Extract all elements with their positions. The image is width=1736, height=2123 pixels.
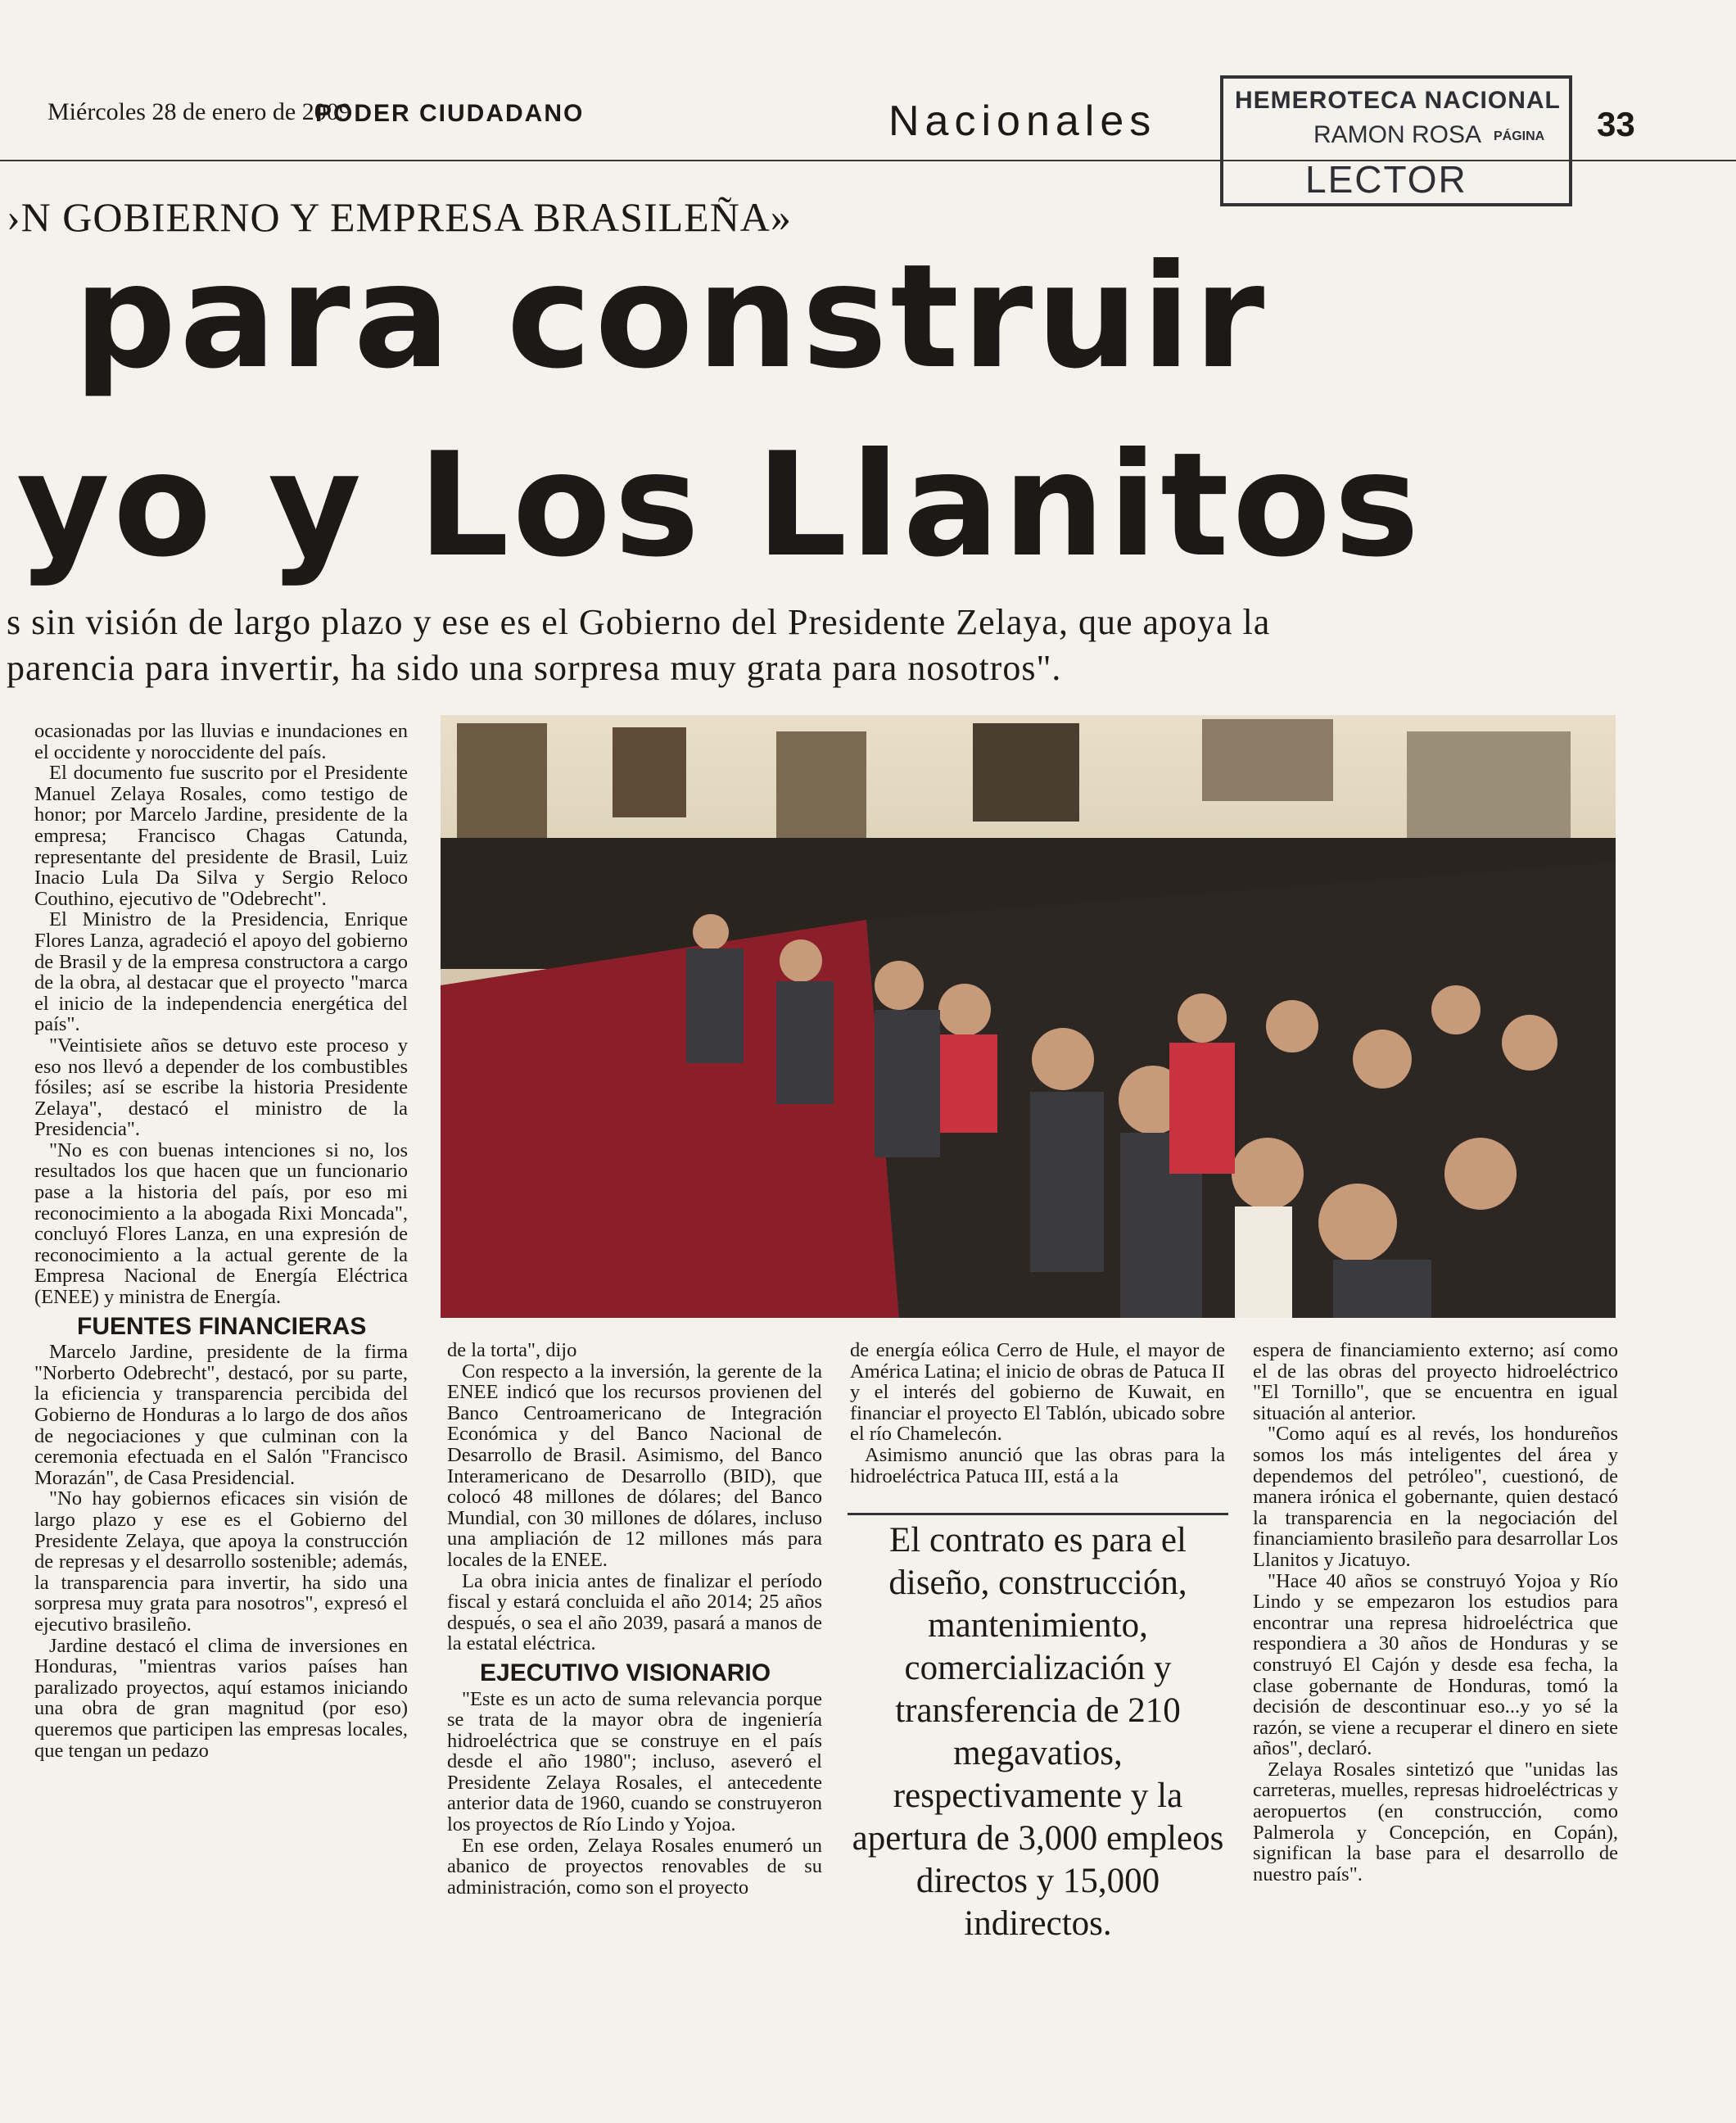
- col3-paragraph-1: de energía eólica Cerro de Hule, el mayor de América Latina; el inicio de obras de Patuca II y el interés del gobierno de Kuwait, en financiar el proyecto El Tablón, ubicado sobre el río Chamelecón.: [850, 1339, 1225, 1446]
- col1-paragraph-7: "No hay gobiernos eficaces sin visión de largo plazo y ese es el Gobierno del Presidente Zelaya, que apoya la construcción de represas y el desarrollo sostenible; además, la transparencia para invertir, ha sido una sorpresa muy grata para nosotros", expresó el ejecutivo brasileño.: [34, 1487, 408, 1636]
- col2-paragraph-1: de la torta", dijo: [447, 1339, 577, 1361]
- deck: [7, 600, 1270, 691]
- col1-paragraph-5: "No es con buenas intenciones si no, los resultados los que hacen que un funcionario pase a la historia del país, por eso mi reconocimiento a la abogada Rixi Moncada", concluyó Flores Lanza, en una expresión de reconocimiento a la actual gerente de la Empresa Nacional de Energía Eléctrica (ENEE) y ministra de Energía.: [34, 1138, 408, 1309]
- col2-paragraph-5: En ese orden, Zelaya Rosales enumeró un abanico de proyectos renovables de su administración, como son el proyecto: [447, 1834, 822, 1899]
- col2-paragraph-4: "Este es un acto de suma relevancia porque se trata de la mayor obra de ingeniería hidroeléctrica que se construye en el país desde el año 1980"; incluso, aseveró el Presidente Zelaya Rosales, el antecedente anterior data de 1960, cuando se construyeron los proyectos de Río Lindo y Yojoa.: [447, 1687, 822, 1836]
- column-1: [34, 721, 408, 1761]
- column-3: [850, 1340, 1225, 1487]
- ceremony-photo: [441, 715, 1616, 1318]
- section-title: Nacionales: [888, 97, 1157, 145]
- col1-paragraph-3: El Ministro de la Presidencia, Enrique Flores Lanza, agradeció el apoyo del gobierno de Brasil y de la empresa constructora a cargo de la obra, al destacar que el proyecto "marca el inicio de la independencia energética del país".: [34, 908, 408, 1036]
- col4-paragraph-2: "Como aquí es al revés, los hondureños somos los más inteligentes del área y dependemos del petróleo", cuestionó, de manera irónica el gobernante, quien destacó la transparencia en la negociación del financiamiento brasileño para desarrollar Los Llanitos y Jicatuyo.: [1253, 1423, 1618, 1571]
- stamp-line-3: LECTOR: [1305, 158, 1467, 201]
- column-2: [447, 1340, 822, 1898]
- deck-line-2: parencia para invertir, ha sido una sorpresa muy grata para nosotros".: [7, 648, 1062, 688]
- newspaper-name: PODER CIUDADANO: [315, 100, 585, 127]
- col4-paragraph-1: espera de financiamiento externo; así como el de las obras del proyecto hidroeléctrico "El Tornillo", que se encuentra en igual situación al anterior.: [1253, 1339, 1618, 1424]
- stamp-page-label: PÁGINA: [1494, 129, 1545, 143]
- col1-paragraph-1: ocasionadas por las lluvias e inundaciones en el occidente y noroccidente del país.: [34, 720, 408, 763]
- kicker: ›N GOBIERNO Y EMPRESA BRASILEÑA»: [7, 194, 792, 240]
- col2-paragraph-2: Con respecto a la inversión, la gerente de la ENEE indicó que los recursos provienen del Banco Centroamericano de Integración Económica y del Banco Nacional de Desarrollo de Brasil. Asimismo, del Banco Interamericano de Desarrollo (BID), que colocó 48 millones de dólares; del Banco Mundial, con 30 millones de dólares, incluso una ampliación de 12 millones más para locales de la ENEE.: [447, 1360, 822, 1571]
- headline-line-1: para construir: [74, 234, 1268, 401]
- subhead-fuentes: FUENTES FINANCIERAS: [77, 1312, 367, 1340]
- col1-paragraph-8: Jardine destacó el clima de inversiones en Honduras, "mientras varios países han paralizado proyectos, aquí estamos iniciando una obra de gran magnitud (por eso) queremos que participen las empresas locales, que tengan un pedazo: [34, 1634, 408, 1762]
- headline-line-2: yo y Los Llanitos: [16, 423, 1423, 589]
- col3-paragraph-2: Asimismo anunció que las obras para la hidroeléctrica Patuca III, está a la: [850, 1443, 1225, 1487]
- library-stamp: [1220, 75, 1572, 206]
- pullquote-rule: [848, 1513, 1228, 1515]
- ceremony-photo-illustration: [441, 715, 1616, 1318]
- column-4: [1253, 1340, 1618, 1885]
- col4-paragraph-4: Zelaya Rosales sintetizó que "unidas las carreteras, muelles, represas hidroeléctricas y aeropuertos (en construcción, como Palmerola y Concepción, en Copán), significan la base para el desarrollo de nuestro país".: [1253, 1758, 1618, 1885]
- page-number: 33: [1597, 105, 1635, 143]
- stamp-line-1: HEMEROTECA NACIONAL: [1235, 87, 1561, 114]
- col2-paragraph-3: La obra inicia antes de finalizar el período fiscal y estará concluida el año 2014; 25 años después, o sea el año 2039, pasará a manos de la estatal eléctrica.: [447, 1569, 822, 1655]
- pullquote: El contrato es para el diseño, construcción, mantenimiento, comercialización y transferencia de 210 megavatios, respectivamente y la apertura de 3,000 empleos directos y 15,000 indirectos.: [852, 1521, 1224, 1943]
- deck-line-1: s sin visión de largo plazo y ese es el Gobierno del Presidente Zelaya, que apoya la: [7, 602, 1271, 642]
- col1-paragraph-4: "Veintisiete años se detuvo este proceso y eso nos llevó a depender de los combustibles fósiles; así se escribe la historia Presidente Zelaya", destacó el ministro de la Presidencia".: [34, 1034, 408, 1141]
- subhead-ejecutivo: EJECUTIVO VISIONARIO: [480, 1659, 771, 1686]
- col4-paragraph-3: "Hace 40 años se construyó Yojoa y Río Lindo y se empezaron los estudios para encontrar una represa hidroeléctrica que respondiera a 30 años de Honduras y se construyó El Cajón y desde esa fecha, la clase gobernante de Honduras, tomó la decisión de descontinuar eso...y yo sé la razón, se viene a recuperar el dinero en siete años", declaró.: [1253, 1569, 1618, 1760]
- col1-paragraph-2: El documento fue suscrito por el Presidente Manuel Zelaya Rosales, como testigo de honor; por Marcelo Jardine, presidente de la empresa; Francisco Chagas Catunda, representante del presidente de Brasil, Luiz Inacio Lula Da Silva y Sergio Reloco Couthino, ejecutivo de "Odebrecht".: [34, 762, 408, 910]
- stamp-line-2: RAMON ROSA: [1313, 121, 1482, 148]
- issue-date: Miércoles 28 de enero de 2009: [47, 98, 351, 125]
- col1-paragraph-6: Marcelo Jardine, presidente de la firma "Norberto Odebrecht", destacó, por su parte, la eficiencia y transparencia percibida del Gobierno de Honduras a lo largo de dos años de negociaciones y que culminan con la ceremonia efectuada en el Salón "Francisco Morazán", de Casa Presidencial.: [34, 1341, 408, 1489]
